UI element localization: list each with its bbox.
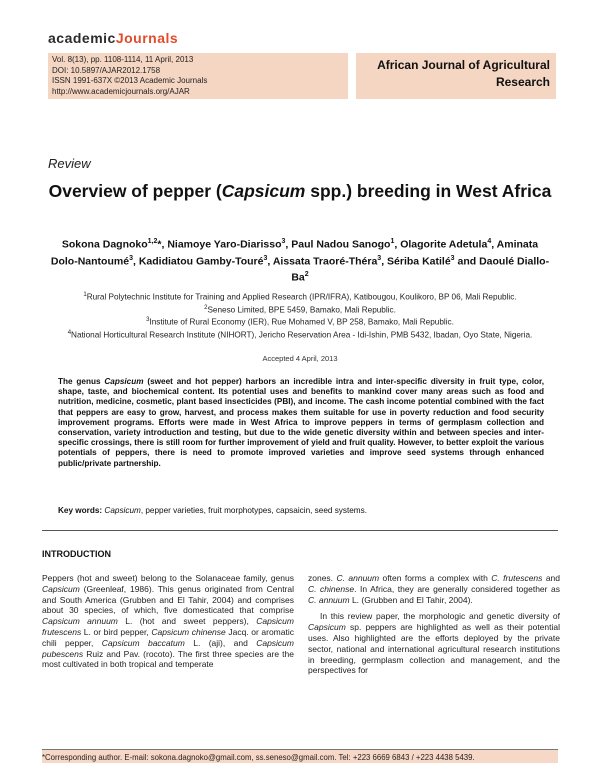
- body-text: often forms a complex with: [379, 573, 492, 583]
- author-name: Niamoye Yaro-Diarisso: [167, 238, 282, 251]
- affiliation-text: Rural Polytechnic Institute for Training and Applied Research (IPR/IFRA), Katibougou, Koulikoro, BP 06, Mali Republic.: [86, 292, 517, 302]
- affiliation-line: [40, 315, 560, 328]
- body-text: Ruiz and Pav. (rocoto). The first three species are the most cultivated in both tropical and temperate: [42, 648, 294, 670]
- author-affiliation-mark: 3: [450, 254, 455, 262]
- author-name: Sokona Dagnoko: [61, 238, 148, 251]
- intro-heading: INTRODUCTION: [42, 549, 111, 559]
- title-part1: Overview of pepper (: [48, 181, 222, 201]
- abstract-rest: (sweet and hot pepper) harbors an incredible intra and inter-specific diversity in fruit type, color, shape, taste, and biochemical content. Its potential uses and benefits to mankind cover many areas such as food and nutrition, medicine, cosmetic, plant based insecticides (PBI), and income. The cash income potential combined with the fact that peppers are easy to grow, harvest, and process makes them suitable for use in poverty reduction and food security improvement programs. Efforts were made in West Africa to improve peppers in terms of germplasm collection and conservation, variety introduction and testing, but due to the wide genetic diversity within and between species and inter-specific crossings, there is still room for further improvement of yield and fruit quality. However, to better exploit the various potentials of peppers, there is need to promote improved varieties and improve seed systems through enhanced public/private partnership.: [58, 377, 544, 468]
- body-text: (Greenleaf, 1986). This genus originated from Central and South America (Grubben and El Tahir, 2004) and comprises about 30 species, of which, five domesticated that comprise: [42, 583, 294, 616]
- italic-term: Capsicum chinense: [151, 626, 226, 637]
- italic-term: Capsicum: [308, 622, 346, 633]
- affiliation-mark: 2: [204, 304, 208, 311]
- logo-part2: Journals: [115, 30, 179, 46]
- title-italic: Capsicum: [221, 181, 306, 201]
- intro-paragraph-1-cont: [308, 573, 560, 605]
- author-name: Aissata Traoré-Théra: [272, 255, 378, 267]
- keywords-rest: , pepper varieties, fruit morphotypes, capsaicin, seed systems.: [140, 506, 367, 515]
- meta-url[interactable]: http://www.academicjournals.org/AJAR: [52, 86, 190, 96]
- affiliation-mark: 1: [83, 292, 87, 298]
- affiliation-text: Institute of Rural Economy (IER), Rue Mohamed V, BP 258, Bamako, Mali Republic.: [149, 318, 454, 328]
- article-type: Review: [48, 156, 91, 171]
- author-separator: ,: [267, 255, 273, 267]
- author-name: Sériba Katilé: [387, 255, 451, 267]
- author-affiliation-mark: 3: [281, 238, 286, 245]
- intro-paragraph-1: [42, 573, 294, 670]
- italic-term: C. frutescens: [491, 573, 543, 583]
- italic-term: Capsicum baccatum: [101, 637, 185, 648]
- italic-term: C. annuum: [336, 573, 380, 583]
- italic-term: C. annuum: [308, 594, 350, 605]
- journal-name-box: [356, 53, 556, 99]
- affiliation-text: Seneso Limited, BPE 5459, Bamako, Mali Republic.: [207, 305, 396, 315]
- body-right-column: [308, 573, 560, 676]
- title-part2: spp.) breeding in West Africa: [305, 181, 552, 201]
- author-name: and Daoulé Diallo-Ba: [291, 255, 550, 284]
- publisher-logo: [48, 30, 178, 46]
- author-name: Olagorite Adetula: [400, 238, 488, 251]
- affiliation-text: National Horticultural Research Institute (NIHORT), Jericho Reservation Area - Idi-Ishin, PMB 5432, Ibadan, Oyo State, Nigeria.: [71, 330, 533, 340]
- abstract-intro: The genus: [58, 377, 105, 386]
- body-text: L. or bird pepper,: [81, 626, 152, 637]
- accepted-date: Accepted 4 April, 2013: [262, 354, 338, 363]
- author-affiliation-mark: 3: [263, 254, 268, 262]
- author-affiliation-mark: 3: [129, 254, 133, 262]
- italic-term: C. chinense: [308, 583, 355, 594]
- article-meta-box: [48, 53, 348, 99]
- author-affiliation-mark: 1,2: [147, 238, 158, 245]
- keywords: [58, 506, 544, 515]
- body-text: In this review paper, the morphologic and genetic diversity of: [320, 611, 560, 622]
- author-affiliation-mark: 4: [487, 238, 492, 245]
- italic-term: Capsicum annuum: [42, 616, 118, 627]
- body-text: and: [542, 573, 561, 583]
- italic-term: Capsicum frutescens: [42, 616, 294, 637]
- body-left-column: [42, 573, 294, 670]
- meta-volume: Vol. 8(13), pp. 1108-1114, 11 April, 2013: [52, 55, 194, 64]
- meta-doi: DOI: 10.5897/AJAR2012.1758: [52, 65, 161, 75]
- logo-part1: academic: [48, 30, 116, 46]
- keywords-italic: Capsicum: [104, 506, 141, 515]
- author-list: [48, 235, 552, 285]
- author-affiliation-mark: 3: [377, 254, 382, 262]
- affiliation-mark: 4: [67, 330, 72, 337]
- article-title: [48, 180, 552, 202]
- body-text: Peppers (hot and sweet) belong to the Solanaceae family, genus: [42, 573, 294, 583]
- author-separator: ,: [381, 255, 388, 267]
- affiliation-line: [40, 303, 560, 316]
- italic-term: Capsicum pubescens: [42, 637, 294, 659]
- italic-term: Capsicum: [42, 583, 80, 594]
- abstract-italic: Capsicum: [104, 377, 144, 386]
- author-name: Kadidiatou Gamby-Touré: [138, 255, 264, 267]
- author-name: Aminata Dolo-Nantoumé: [50, 238, 539, 267]
- author-separator: *,: [157, 238, 168, 251]
- body-text: L. (aji), and: [184, 637, 257, 648]
- body-text: sp. peppers are highlighted as well as their potential uses. Also highlighted are the efforts deployed by the private sector, national and international agricultural research institutions in breeding, germplasm collection and management, and the perspectives for: [308, 622, 560, 676]
- author-name: Paul Nadou Sanogo: [291, 238, 391, 251]
- journal-name-line2: Research: [495, 75, 550, 89]
- author-separator: ,: [285, 238, 292, 251]
- meta-issn: ISSN 1991-637X ©2013 Academic Journals: [52, 76, 208, 85]
- affiliation-mark: 3: [146, 317, 150, 324]
- author-affiliation-mark: 2: [304, 271, 309, 278]
- intro-paragraph-2: [308, 611, 560, 676]
- affiliation-line: [40, 290, 560, 303]
- keywords-label: Key words:: [58, 506, 103, 515]
- body-text: L. (Grubben and El Tahir, 2004).: [349, 594, 473, 605]
- author-affiliation-mark: 1: [390, 238, 395, 245]
- author-separator: ,: [491, 238, 497, 251]
- affiliation-line: [40, 328, 560, 341]
- corresponding-author-footnote: *Corresponding author. E-mail: sokona.dagnoko@gmail.com, ss.seneso@gmail.com. Tel: +223 6669 6843 / +223 4438 5439.: [42, 749, 558, 763]
- body-text: Jacq. or aromatic chili pepper,: [42, 626, 294, 648]
- body-text: zones.: [308, 573, 337, 583]
- affiliations: [40, 290, 560, 341]
- author-separator: ,: [394, 238, 401, 251]
- author-separator: ,: [132, 255, 139, 267]
- journal-name-line1: African Journal of Agricultural: [377, 58, 550, 72]
- body-text: . In Africa, they are generally considered together as: [354, 583, 560, 594]
- section-divider: [42, 530, 558, 531]
- body-text: L. (hot and sweet peppers),: [117, 616, 257, 627]
- abstract: [58, 377, 544, 469]
